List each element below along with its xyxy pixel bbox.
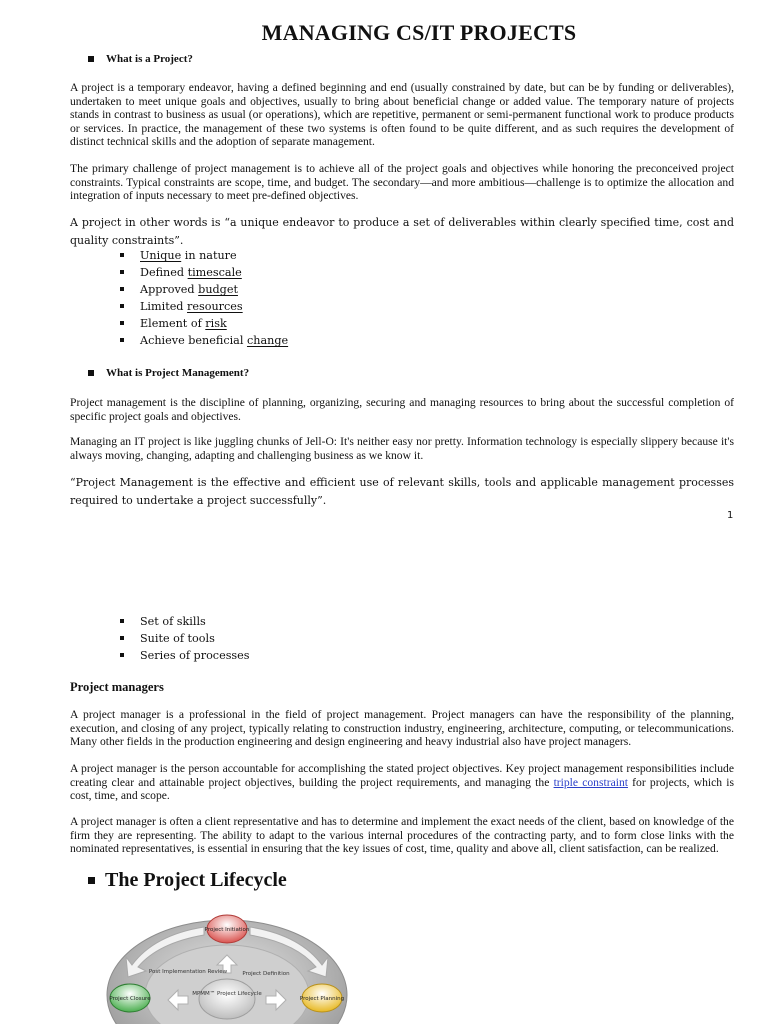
project-lifecycle-diagram (100, 905, 360, 1024)
page-number: 1 (727, 510, 734, 521)
project-traits-list (120, 247, 288, 349)
heading-text: The Project Lifecycle (105, 869, 287, 891)
definition-label: Project Definition (242, 971, 290, 977)
initiation-label: Project Initiation (204, 927, 250, 933)
paragraph: Managing an IT project is like juggling chunks of Jell-O: It's neither easy nor pretty. Information technology is especially slippery because it's always moving, changing, adapting and challenging business as we know it. (70, 435, 734, 462)
list-item: Set of skills (120, 613, 250, 630)
paragraph: A project manager is a professional in the field of project management. Project managers can have the responsibility of the planning, execution, and closing of any project, typically relating to construction industry, engineering, architecture, computing, or telecommunications. Many other fields in the production engineering and design engineering and heavy industrial also have project managers. (70, 708, 734, 748)
section-heading-what-is-project (88, 53, 193, 65)
triple-constraint-link[interactable]: triple constraint (553, 775, 628, 789)
pm-components-list (120, 613, 250, 664)
pm-definition-quote: “Project Management is the effective and efficient use of relevant skills, tools and applicable management processes required to undertake a project successfully”. (70, 476, 734, 507)
post-review-label: Post Implementation Review (148, 969, 228, 975)
heading-text: What is a Project? (106, 53, 193, 65)
heading-text: What is Project Management? (106, 367, 250, 379)
list-item: Approved budget (120, 281, 288, 298)
paragraph: The primary challenge of project management is to achieve all of the project goals and objectives while honoring the preconceived project constraints. Typical constraints are scope, time, and budget. The secondary—and more ambitious—challenge is to optimize the allocation and integration of inputs necessary to meet pre-defined objectives. (70, 162, 734, 202)
list-item: Element of risk (120, 315, 288, 332)
list-item: Suite of tools (120, 630, 250, 647)
section-heading-project-managers: Project managers (70, 680, 164, 694)
list-item: Limited resources (120, 298, 288, 315)
section-heading-lifecycle (88, 869, 287, 892)
paragraph: Project management is the discipline of planning, organizing, securing and managing resources to bring about the successful completion of specific project goals and objectives. (70, 396, 734, 423)
list-item: Series of processes (120, 647, 250, 664)
center-hub (199, 979, 255, 1019)
section-heading-what-is-pm (88, 367, 249, 379)
list-item: Defined timescale (120, 264, 288, 281)
page-title: MANAGING CS/IT PROJECTS (261, 20, 577, 45)
list-item: Unique in nature (120, 247, 288, 264)
bullet-square-icon (88, 370, 94, 376)
bullet-square-icon (88, 56, 94, 62)
paragraph: A project manager is the person accountable for accomplishing the stated project objectives. Key project management responsibilities include creating clear and attainable project objectives, building the project requirements, and managing the triple constraint for projects, which is cost, time, and scope. (70, 762, 735, 802)
paragraph: A project manager is often a client representative and has to determine and implement the exact needs of the client, based on knowledge of the firm they are representing. The ability to adapt to the various internal procedures of the contracting party, and to form close links with the nominated representatives, is essential in ensuring that the key issues of cost, time, quality and above all, client satisfaction, can be realized. (70, 815, 734, 855)
list-item: Achieve beneficial change (120, 332, 288, 349)
center-label: MPMM™ Project Lifecycle (192, 991, 262, 997)
closure-label: Project Closure (109, 996, 151, 1002)
planning-label: Project Planning (299, 996, 345, 1002)
bullet-square-icon (88, 877, 95, 884)
definition-quote: A project in other words is “a unique endeavor to produce a set of deliverables within clearly specified time, cost and quality constraints”. (70, 216, 734, 247)
paragraph: A project is a temporary endeavor, having a defined beginning and end (usually constrained by date, but can be by funding or deliverables), undertaken to meet unique goals and objectives, usually to bring about beneficial change or added value. The temporary nature of projects stands in contrast to business as usual (or operations), which are repetitive, permanent or semi-permanent functional work to produce products or services. In practice, the management of these two systems is often found to be quite different, and as such requires the development of distinct technical skills and the adoption of separate management. (70, 81, 734, 148)
